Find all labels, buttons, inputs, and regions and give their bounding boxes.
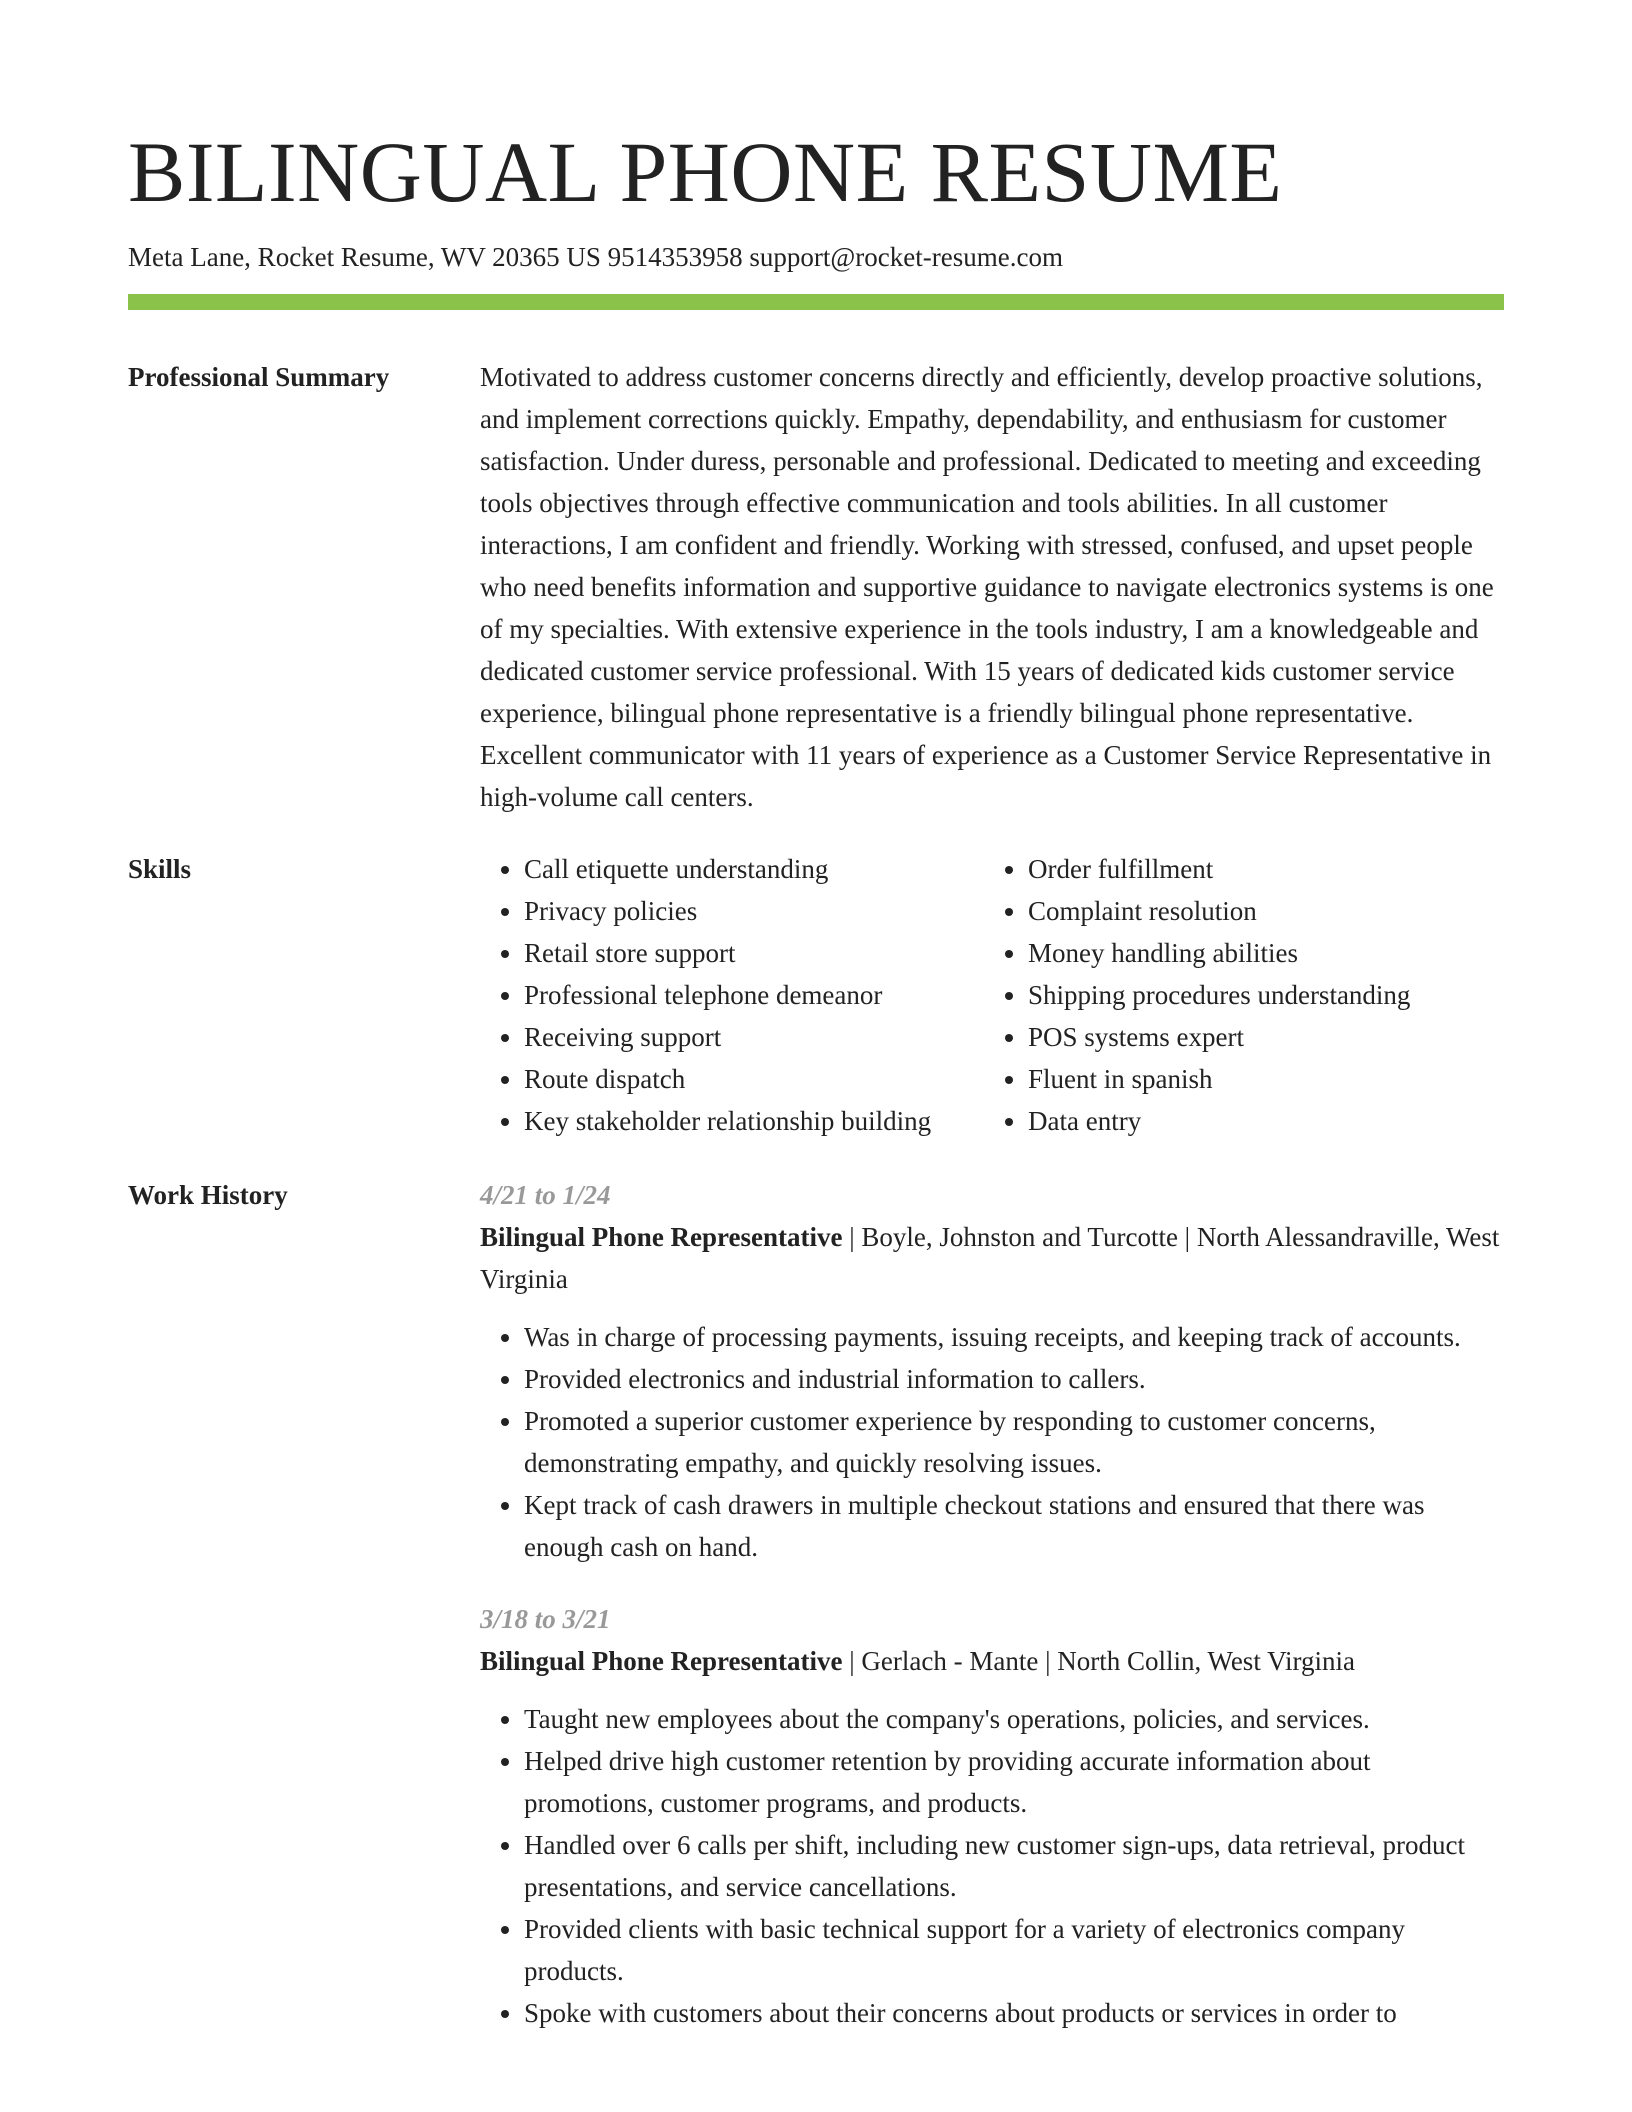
job-title: Bilingual Phone Representative <box>480 1222 843 1252</box>
job-heading <box>480 1640 1504 1682</box>
work-history-body <box>480 1174 1504 2064</box>
skill-item: • Receiving support <box>524 1016 984 1058</box>
job-bullet: • Provided electronics and industrial information to callers. <box>524 1358 1504 1400</box>
skill-item: • Order fulfillment <box>1028 848 1488 890</box>
job-heading <box>480 1216 1504 1300</box>
summary-text: Motivated to address customer concerns directly and efficiently, develop proactive solutions, and implement corrections quickly. Empathy, dependability, and enthusiasm for customer satisfaction. Under duress, personable and professional. Dedicated to meeting and exceeding tools objectives through effective communication and tools abilities. In all customer interactions, I am confident and friendly. Working with stressed, confused, and upset people who need benefits information and supportive guidance to navigate electronics systems is one of my specialties. With extensive experience in the tools industry, I am a knowledgeable and dedicated customer service professional. With 15 years of dedicated kids customer service experience, bilingual phone representative is a friendly bilingual phone representative. Excellent communicator with 11 years of experience as a Customer Service Representative in high-volume call centers. <box>480 362 1494 812</box>
resume-title: BILINGUAL PHONE RESUME <box>128 124 1283 220</box>
job-title: Bilingual Phone Representative <box>480 1646 843 1676</box>
summary-body <box>480 356 1504 818</box>
skills-columns <box>480 848 1504 1142</box>
skills-body <box>480 848 1504 1142</box>
skill-item: • Complaint resolution <box>1028 890 1488 932</box>
job-details: | Boyle, Johnston and Turcotte | North Alessandraville, West Virginia <box>480 1222 1500 1294</box>
skills-section <box>128 848 1504 1142</box>
job-bullet: • Spoke with customers about their concerns about products or services in order to <box>524 1992 1504 2034</box>
section-label-summary: Professional Summary <box>128 362 390 392</box>
job-details: | Gerlach - Mante | North Collin, West Virginia <box>842 1646 1355 1676</box>
job-entry <box>480 1598 1504 2034</box>
job-bullet: • Taught new employees about the company's operations, policies, and services. <box>524 1698 1504 1740</box>
skill-item: • Route dispatch <box>524 1058 984 1100</box>
skill-item: • Key stakeholder relationship building <box>524 1100 984 1142</box>
section-label-skills: Skills <box>128 854 192 884</box>
skills-column-1 <box>480 848 984 1142</box>
job-bullet-list <box>480 1316 1504 1568</box>
skill-item: • Privacy policies <box>524 890 984 932</box>
job-bullet-list <box>480 1698 1504 2034</box>
skills-column-2 <box>984 848 1488 1142</box>
job-dates: 3/18 to 3/21 <box>480 1604 611 1634</box>
section-label-work-history: Work History <box>128 1180 288 1210</box>
job-entry <box>480 1174 1504 1568</box>
work-history-section <box>128 1174 1504 2064</box>
job-bullet: • Promoted a superior customer experience by responding to customer concerns, demonstrating empathy, and quickly resolving issues. <box>524 1400 1504 1484</box>
skill-item: • Professional telephone demeanor <box>524 974 984 1016</box>
skill-item: • Money handling abilities <box>1028 932 1488 974</box>
job-bullet: • Kept track of cash drawers in multiple checkout stations and ensured that there was enough cash on hand. <box>524 1484 1504 1568</box>
skill-item: • Data entry <box>1028 1100 1488 1142</box>
skill-item: • Call etiquette understanding <box>524 848 984 890</box>
skill-item: • Fluent in spanish <box>1028 1058 1488 1100</box>
skill-item: • POS systems expert <box>1028 1016 1488 1058</box>
job-bullet: • Handled over 6 calls per shift, including new customer sign-ups, data retrieval, product presentations, and service cancellations. <box>524 1824 1504 1908</box>
summary-section <box>128 356 1504 818</box>
skill-item: • Retail store support <box>524 932 984 974</box>
job-bullet: • Was in charge of processing payments, issuing receipts, and keeping track of accounts. <box>524 1316 1504 1358</box>
skill-item: • Shipping procedures understanding <box>1028 974 1488 1016</box>
job-bullet: • Helped drive high customer retention by providing accurate information about promotions, customer programs, and products. <box>524 1740 1504 1824</box>
contact-line: Meta Lane, Rocket Resume, WV 20365 US 9514353958 support@rocket-resume.com <box>128 242 1063 272</box>
job-dates: 4/21 to 1/24 <box>480 1180 611 1210</box>
accent-divider <box>128 294 1504 310</box>
job-bullet: • Provided clients with basic technical support for a variety of electronics company products. <box>524 1908 1504 1992</box>
resume-page <box>128 0 1504 2064</box>
